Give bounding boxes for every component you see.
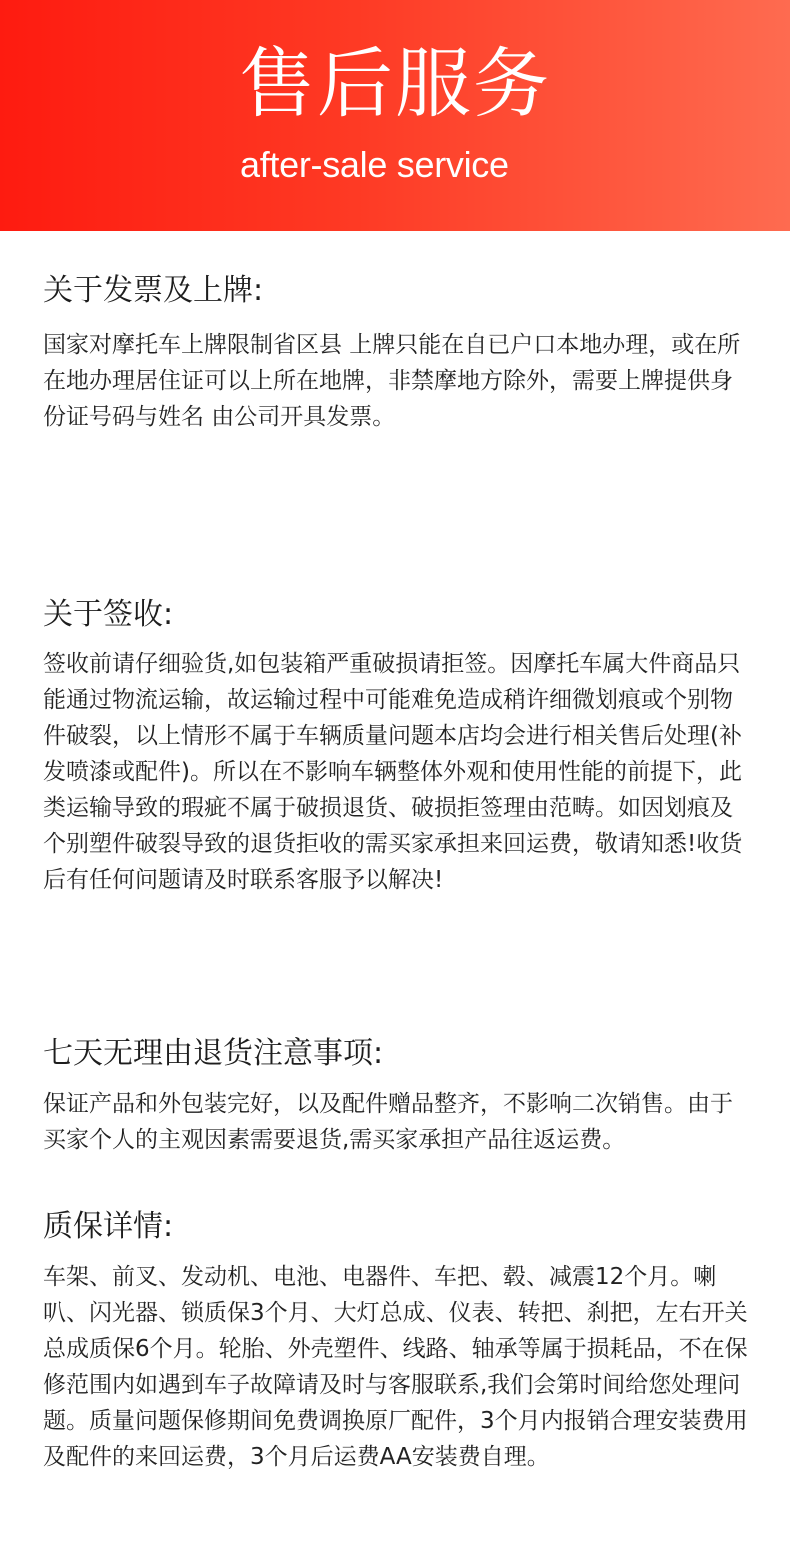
- section-seven-day-return: [43, 1033, 755, 1158]
- section-title: 七天无理由退货注意事项:: [43, 1036, 384, 1071]
- section-signing: [43, 594, 755, 898]
- section-invoice-plate: [43, 270, 755, 435]
- page-subtitle: after-sale service: [240, 144, 509, 185]
- section-body: 车架、前叉、发动机、电池、电器件、车把、毂、减震12个月。喇叭、闪光器、锁质保3个月、大灯总成、仪表、转把、刹把，左右开关总成质保6个月。轮胎、外壳塑件、线路、轴承等属于损耗品，不在保修范围内如遇到车子故障请及时与客服联系,我们会第时间给您处理问题。质量问题保修期间免费调换原厂配件，3个月内报销合理安装费用及配件的来回运费，3个月后运费AA安装费自理。: [43, 1264, 748, 1470]
- section-body: 国家对摩托车上牌限制省区县 上牌只能在自已户口本地办理，或在所在地办理居住证可以上所在地牌，非禁摩地方除外，需要上牌提供身份证号码与姓名 由公司开具发票。: [43, 332, 741, 430]
- section-title: 质保详情:: [43, 1209, 174, 1244]
- page-title: 售后服务: [239, 39, 551, 128]
- header-banner: [0, 0, 790, 231]
- section-title: 关于签收:: [43, 597, 174, 632]
- section-body: 签收前请仔细验货,如包装箱严重破损请拒签。因摩托车属大件商品只能通过物流运输，故运输过程中可能难免造成稍许细微划痕或个别物件破裂，以上情形不属于车辆质量问题本店均会进行相关售后处理(补 发喷漆或配件)。所以在不影响车辆整体外观和使用性能的前提下，此类运输导致的瑕疵不属于破损退货、破损拒签理由范畴。如因划痕及个别塑件破裂导致的退货拒收的需买家承担来回运费，敬请知悉!收货后有任何问题请及时联系客服予以解决!: [43, 651, 743, 893]
- section-title: 关于发票及上牌:: [43, 273, 264, 308]
- section-warranty: [43, 1206, 755, 1475]
- section-body: 保证产品和外包装完好，以及配件赠品整齐，不影响二次销售。由于买家个人的主观因素需要退货,需买家承担产品往返运费。: [43, 1091, 733, 1153]
